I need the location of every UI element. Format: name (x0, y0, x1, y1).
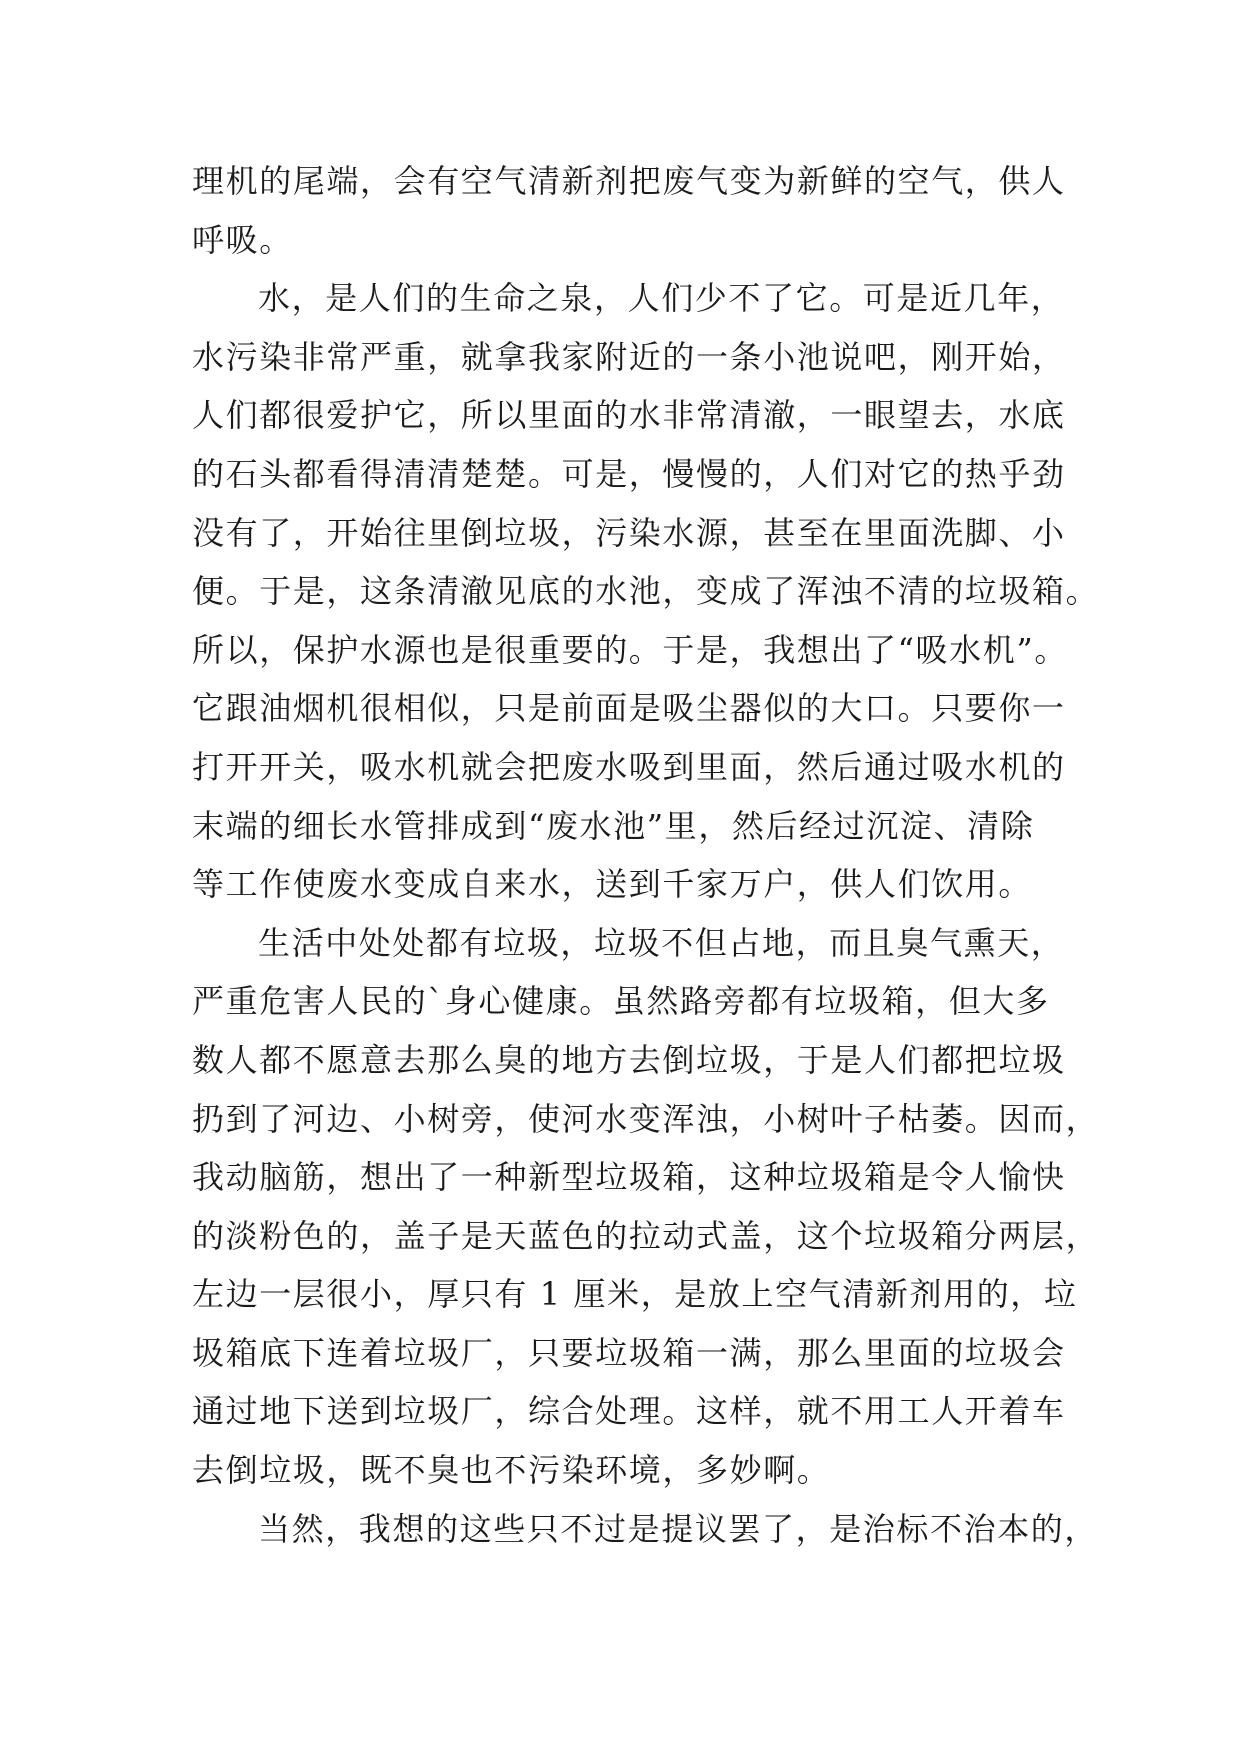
text-line: 当然，我想的这些只不过是提议罢了，是治标不治本的， (258, 1509, 1099, 1548)
text-line: 圾箱底下连着垃圾厂，只要垃圾箱一满，那么里面的垃圾会 (192, 1333, 1066, 1372)
text-line: 的石头都看得清清楚楚。可是，慢慢的，人们对它的热乎劲 (192, 454, 1066, 493)
text-line: 数人都不愿意去那么臭的地方去倒垃圾，于是人们都把垃圾 (192, 1040, 1066, 1079)
text-line: 便。于是，这条清澈见底的水池，变成了浑浊不清的垃圾箱。 (192, 572, 1100, 611)
text-line: 末端的细长水管排成到“废水池”里，然后经过沉淀、清除 (192, 806, 1035, 845)
text-line: 通过地下送到垃圾厂，综合处理。这样，就不用工人开着车 (192, 1392, 1066, 1431)
text-line: 它跟油烟机很相似，只是前面是吸尘器似的大口。只要你一 (192, 689, 1066, 728)
text-line: 我动脑筋，想出了一种新型垃圾箱，这种垃圾箱是令人愉快 (192, 1158, 1066, 1197)
text-line: 人们都很爱护它，所以里面的水非常清澈，一眼望去，水底 (192, 396, 1066, 435)
text-line: 所以，保护水源也是很重要的。于是，我想出了“吸水机”。 (192, 630, 1068, 669)
text-line: 的淡粉色的，盖子是天蓝色的拉动式盖，这个垃圾箱分两层， (192, 1216, 1100, 1255)
text-line: 去倒垃圾，既不臭也不污染环境，多妙啊。 (192, 1451, 831, 1490)
text-line: 扔到了河边、小树旁，使河水变浑浊，小树叶子枯萎。因而， (192, 1099, 1100, 1138)
text-line: 呼吸。 (192, 220, 293, 259)
text-line: 没有了，开始往里倒垃圾，污染水源，甚至在里面洗脚、小 (192, 513, 1066, 552)
text-line: 水污染非常严重，就拿我家附近的一条小池说吧，刚开始， (192, 337, 1066, 376)
text-line: 生活中处处都有垃圾，垃圾不但占地，而且臭气熏天， (258, 923, 1065, 962)
text-line: 严重危害人民的`身心健康。虽然路旁都有垃圾箱，但大多 (192, 982, 1050, 1021)
body-text (192, 152, 1100, 1558)
text-line: 左边一层很小，厚只有 1 厘米，是放上空气清新剂用的，垃 (192, 1275, 1078, 1314)
text-line: 理机的尾端，会有空气清新剂把废气变为新鲜的空气，供人 (192, 162, 1066, 200)
text-line: 水，是人们的生命之泉，人们少不了它。可是近几年， (258, 279, 1065, 318)
text-line: 打开开关，吸水机就会把废水吸到里面，然后通过吸水机的 (192, 747, 1066, 786)
text-line: 等工作使废水变成自来水，送到千家万户，供人们饮用。 (192, 865, 1033, 904)
